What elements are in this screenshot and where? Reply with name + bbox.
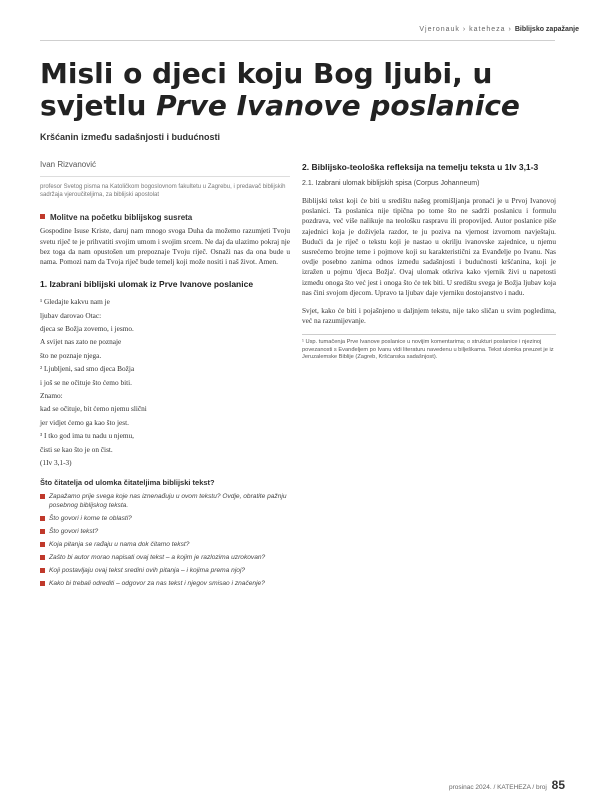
questions-heading: Što čitatelja od ulomka čitateljima biblijski tekst? (40, 477, 215, 487)
scripture-line: čisti se kao što je on čist. (40, 444, 113, 454)
question-item: Zapažamo prije svega koje nas iznenađuju u ovom tekstu? Ovdje, obratite pažnju posebnog biblijskog teksta. (40, 492, 290, 510)
body-paragraph: Biblijski tekst koji će biti u središtu našeg promišljanja pronaći je u Prvoj Ivanovoj poslanici. Ta poslanica nije tipična po tome što ne sadrži poslanicu i formulu pozdrava, već više nalikuje na teološku raspravu ili propovijed. Autor poslanice piše zajednici koja je doživjela razdor, te ju poziva na vjernost izvornom navještaju. Budući da je riječ o tekstu koji je nastao u okrilju ivanovske zajednice, u njemu susrećemo brojne teme i pojmove koji su karakteristični za Evanđelje po Ivanu. Nas ovdje posebno zanima odnos između sadašnjosti i budućnosti kršćanina, koji je izražen u pojmu 'djeca Božja'. Ovaj ulomak otkriva kako vjernik živi u napetosti između onoga što već jest i onoga što će tek biti. U središtu svega je Božja ljubav koja nas čini svojom djecom. Upravo ta ljubav daje vjerniku dostojanstvo i nadu. (302, 196, 556, 297)
left-column (40, 152, 290, 592)
scripture-reference: (1Iv 3,1-3) (40, 458, 72, 468)
breadcrumb-separator: › (462, 26, 470, 33)
page-number: 85 (551, 778, 565, 792)
question-item: Što govori i kome te oblasti? (40, 514, 290, 523)
author-divider (40, 176, 290, 177)
scripture-line: ¹ Gledajte kakvu nam je (40, 297, 110, 307)
intro-heading (40, 213, 290, 223)
breadcrumb-item[interactable]: kateheza (469, 26, 506, 33)
bullet-icon (40, 214, 45, 219)
breadcrumb-separator: › (508, 26, 515, 33)
breadcrumb-current: Biblijsko zapažanje (514, 26, 579, 33)
issue-info: prosinac 2024. / KATEHEZA / broj (449, 784, 547, 791)
scripture-passage (40, 296, 290, 469)
question-item: Što govori tekst? (40, 527, 290, 536)
scripture-line: A svijet nas zato ne poznaje (40, 337, 122, 347)
intro-heading-text: Molitve na početku biblijskog susreta (50, 213, 193, 223)
footnotes: ¹ Usp. tumačenja Prve Ivanove poslanice u novijim komentarima; o strukturi poslanice i njezinoj povezanosti s Evanđeljem po Ivanu vidi literaturu navedenu u bilješkama. Tekst ulomka preuzet je iz Jeruzalemske Biblije (Zagreb, Kršćanska sadašnjost). (302, 334, 556, 361)
article-title-main: Misli o djeci koju Bog ljubi, u svjetlu (40, 57, 493, 122)
scripture-line: što ne poznaje njega. (40, 350, 102, 360)
section-2-heading: 2. Biblijsko-teološka refleksija na temelju teksta u 1Iv 3,1-3 (302, 162, 539, 172)
body-paragraph: Svjet, kako će biti i pojašnjeno u daljnjem tekstu, nije tako sličan u svim pogledima, već na razumijevanje. (302, 306, 556, 326)
scripture-line: djeca se Božja zovemo, i jesmo. (40, 324, 134, 334)
subsection-heading: 2.1. Izabrani ulomak biblijskih spisa (Corpus Johanneum) (302, 180, 480, 187)
article-title-italic: Prve Ivanove poslanice (156, 89, 520, 122)
scripture-line: jer vidjet ćemo ga kao što jest. (40, 417, 129, 427)
question-item: Zašto bi autor morao napisati ovaj tekst – a kojim je razlozima uzrokovan? (40, 553, 290, 562)
breadcrumb (419, 26, 579, 33)
intro-text: Gospodine Isuse Kriste, daruj nam mnogo svoga Duha da možemo razumjeti Tvoju svetu riječ te je prihvatiti svojim umom i svojim srcem. Ne daj da ulazimo pokraj nje bez toga da nam opustošen um prepoznaje Tvoju riječ. Osnaži nas da ona bude u nama. Pomozi nam da Tvoja riječ bude temelj koji može nositi i naš život. Amen. (40, 226, 290, 267)
article-subtitle: Kršćanin između sadašnjosti i budućnosti (40, 132, 221, 142)
questions-list (40, 492, 290, 588)
scripture-line: kad se očituje, bit ćemo njemu slični (40, 404, 147, 414)
scripture-line: ² Ljubljeni, sad smo djeca Božja (40, 364, 135, 374)
question-item: Kako bi trebali odrediti – odgovor za nas tekst i njegov smisao i značenje? (40, 579, 290, 588)
author-affiliation: profesor Svetog pisma na Katoličkom bogoslovnom fakultetu u Zagrebu, i predavač biblijskih sadržaja vjeroučiteljima, za biblijski apostolat (40, 184, 286, 199)
header-rule (40, 40, 555, 41)
article-title (40, 58, 560, 122)
right-column (302, 152, 556, 361)
page-footer (449, 778, 565, 792)
question-item: Koja pitanja se rađaju u nama dok čitamo tekst? (40, 540, 290, 549)
scripture-line: i još se ne očituje što ćemo biti. (40, 377, 133, 387)
question-item: Koji postavljaju ovaj tekst sredini ovih pitanja – i kojima prema njoj? (40, 566, 290, 575)
scripture-line: Znamo: (40, 391, 63, 401)
breadcrumb-item[interactable]: Vjeronauk (419, 26, 460, 33)
scripture-line: ³ I tko god ima tu nadu u njemu, (40, 431, 134, 441)
section-1-heading: 1. Izabrani biblijski ulomak iz Prve Ivanove poslanice (40, 279, 254, 290)
scripture-line: ljubav darovao Otac: (40, 310, 102, 320)
author-name: Ivan Rizvanović (40, 160, 97, 169)
